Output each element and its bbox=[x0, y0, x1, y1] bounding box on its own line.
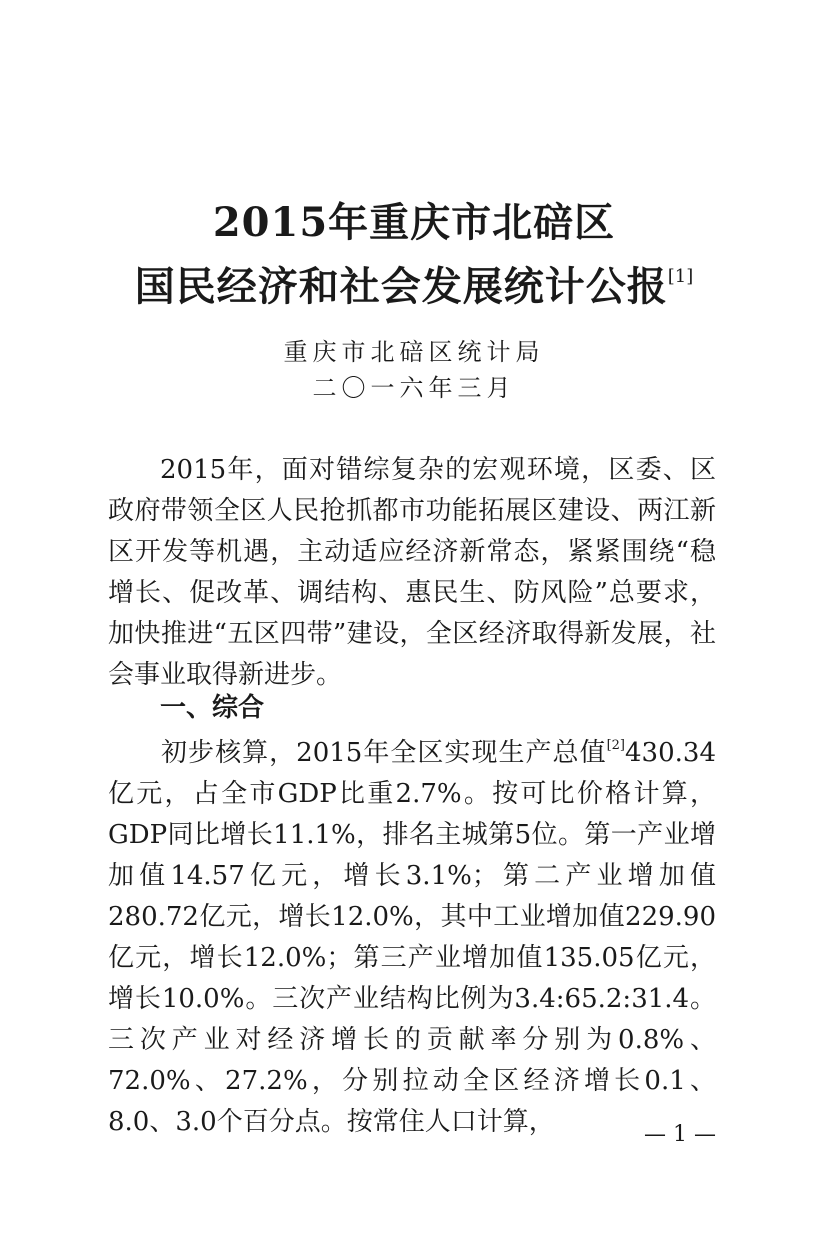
title-line-2-text: 国民经济和社会发展统计公报 bbox=[134, 262, 668, 310]
section-general-text-start: 初步核算，2015年全区实现生产总值 bbox=[160, 738, 607, 768]
page-number: — 1 — bbox=[644, 1122, 716, 1147]
title-line-2 bbox=[0, 262, 828, 310]
section-general-paragraph bbox=[108, 733, 716, 1143]
section-heading-general: 一、综合 bbox=[160, 693, 265, 723]
intro-text: 2015年，面对错综复杂的宏观环境，区委、区政府带领全区人民抢抓都市功能拓展区建设、两江新区开发等机遇，主动适应经济新常态，紧紧围绕“稳增长、促改革、调结构、惠民生、防风险”总要求，加快推进“五区四带”建设，全区经济取得新发展，社会事业取得新进步。 bbox=[108, 455, 716, 690]
title-line-1: 2015年重庆市北碚区 bbox=[212, 198, 616, 246]
footnote-marker-2: [2] bbox=[606, 738, 626, 753]
issue-date: 二〇一六年三月 bbox=[312, 374, 516, 402]
section-general-text-rest: 430.34亿元，占全市GDP比重2.7%。按可比价格计算，GDP同比增长11.1%，排名主城第5位。第一产业增加值14.57亿元，增长3.1%；第二产业增加值280.72亿元，增长12.0%，其中工业增加值229.90亿元，增长12.0%；第三产业增加值135.05亿元，增长10.0%。三次产业结构比例为3.4:65.2:31.4。三次产业对经济增长的贡献率分别为0.8%、72.0%、27.2%，分别拉动全区经济增长0.1、8.0、3.0个百分点。按常住人口计算， bbox=[108, 738, 716, 1137]
issuer: 重庆市北碚区统计局 bbox=[283, 338, 545, 366]
title-footnote-marker: [1] bbox=[667, 265, 694, 287]
intro-paragraph bbox=[108, 450, 716, 696]
